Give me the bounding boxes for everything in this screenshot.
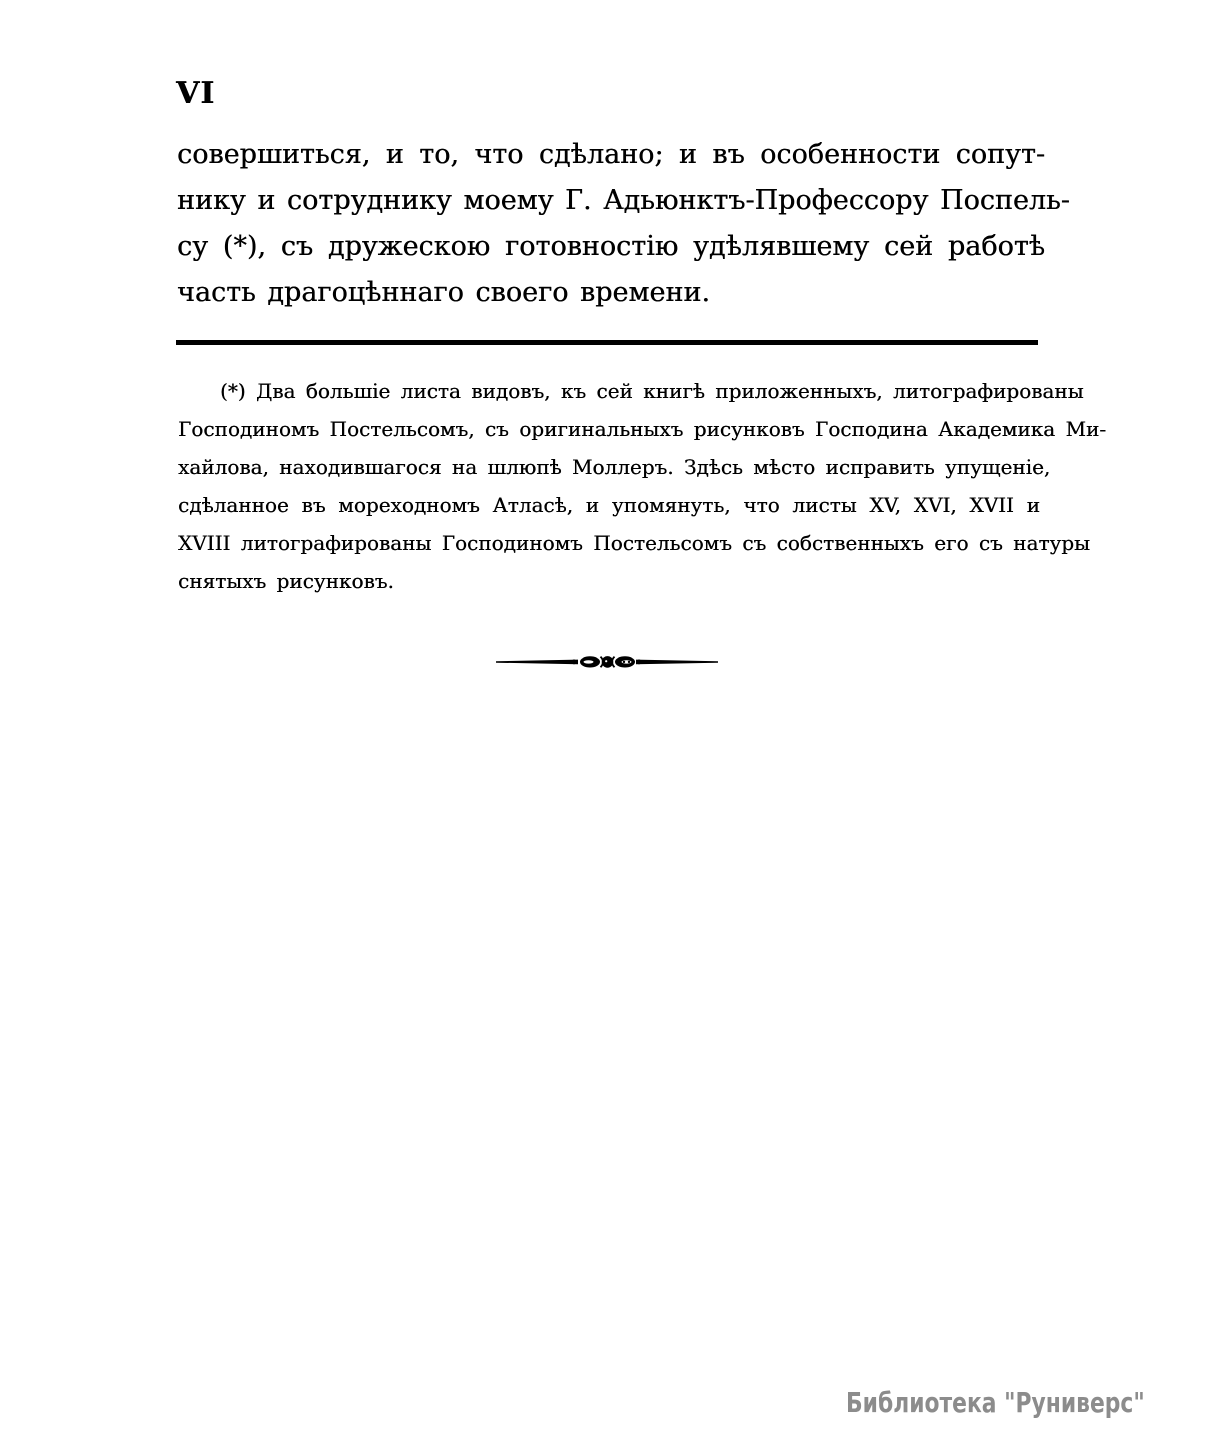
footnote-separator-rule — [176, 340, 1038, 345]
page-number: VI — [176, 76, 216, 111]
ornamental-divider — [496, 651, 718, 673]
footnote-line-3: хайлова, находившагося на шлюпѣ Моллеръ. Здѣсь мѣсто исправить упущеніе, — [178, 455, 1051, 479]
library-watermark: Библиотека "Руниверс" — [846, 1386, 1145, 1419]
footnote-line-1: (*) Два большіе листа видовъ, къ сей книгѣ приложенныхъ, литографированы — [220, 379, 1084, 403]
main-paragraph — [177, 132, 1070, 316]
footnote — [178, 372, 1107, 600]
footnote-line-6: снятыхъ рисунковъ. — [178, 569, 394, 593]
paragraph-line-2: нику и сотруднику моему Г. Адьюнктъ-Профессору Поспель- — [177, 185, 1070, 216]
footnote-line-4: сдѣланное въ мореходномъ Атласѣ, и упомянуть, что листы XV, XVI, XVII и — [178, 493, 1040, 517]
paragraph-line-3: су (*), съ дружескою готовностію удѣлявшему сей работѣ — [177, 231, 1045, 262]
footnote-line-5: XVIII литографированы Господиномъ Постельсомъ съ собственныхъ его съ натуры — [178, 531, 1090, 555]
footnote-line-2: Господиномъ Постельсомъ, съ оригинальныхъ рисунковъ Господина Академика Ми- — [178, 417, 1107, 441]
paragraph-line-4: часть драгоцѣннаго своего времени. — [177, 277, 710, 308]
paragraph-line-1: совершиться, и то, что сдѣлано; и въ особенности сопут- — [177, 139, 1045, 170]
ornamental-divider-icon — [496, 651, 718, 673]
